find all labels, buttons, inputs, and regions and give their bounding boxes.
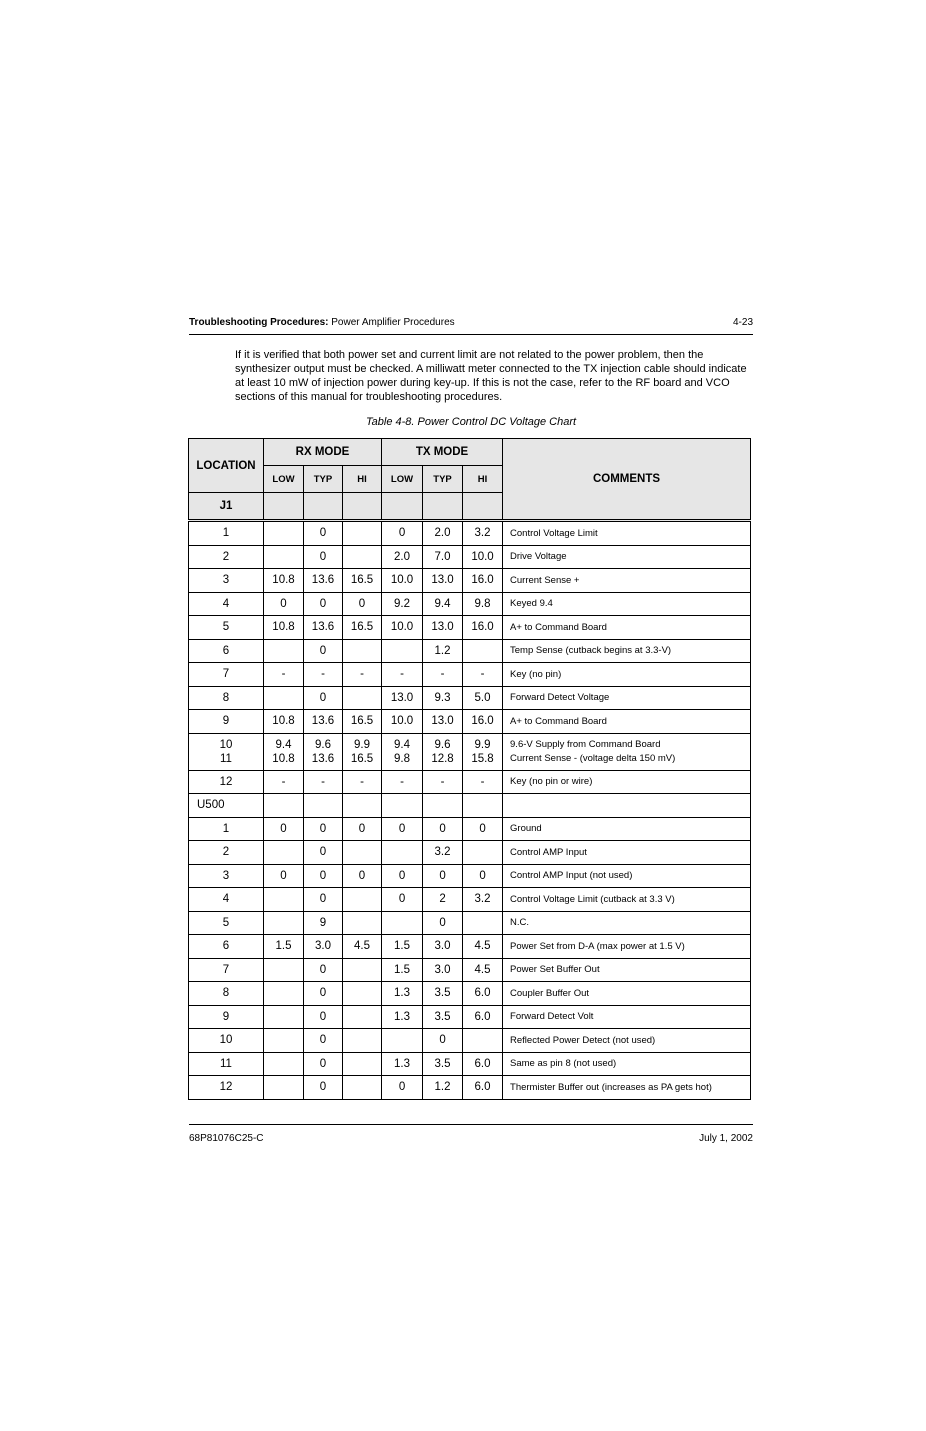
location-cell: 1 xyxy=(189,521,264,546)
rx-hi-cell: 16.5 xyxy=(343,710,382,734)
group-row-u500 xyxy=(189,794,751,818)
value-line: 9.4 xyxy=(275,738,292,751)
location-cell: 10 xyxy=(189,1029,264,1053)
table-caption: Table 4-8. Power Control DC Voltage Chart xyxy=(365,416,577,428)
voltage-chart-table xyxy=(188,438,751,1100)
table-row xyxy=(189,521,751,546)
comment-cell: Reflected Power Detect (not used) xyxy=(503,1029,751,1053)
tx-typ-cell: 3.5 xyxy=(423,1005,463,1029)
rx-typ-cell: 13.6 xyxy=(304,616,343,640)
tx-low-cell xyxy=(382,639,423,663)
tx-typ-cell: 9.3 xyxy=(423,686,463,710)
rx-typ-cell: 0 xyxy=(304,639,343,663)
comment-cell: Control Voltage Limit xyxy=(503,521,751,546)
comment-cell: Thermister Buffer out (increases as PA gets hot) xyxy=(503,1076,751,1100)
location-cell: 3 xyxy=(189,864,264,888)
rx-hi-cell: 16.5 xyxy=(343,616,382,640)
rx-low-cell xyxy=(264,958,304,982)
rx-low-cell: 1.5 xyxy=(264,935,304,959)
comment-cell: Keyed 9.4 xyxy=(503,592,751,616)
table-row xyxy=(189,817,751,841)
rx-hi-cell: 0 xyxy=(343,864,382,888)
comment-cell: Ground xyxy=(503,817,751,841)
rx-low-cell xyxy=(264,1029,304,1053)
table-row-double xyxy=(189,733,751,770)
comment-cell: A+ to Command Board xyxy=(503,710,751,734)
tx-hi-cell xyxy=(463,733,503,770)
empty-cell xyxy=(382,794,423,818)
rx-low-cell xyxy=(264,521,304,546)
rx-hi-cell xyxy=(343,1052,382,1076)
tx-typ-cell: 0 xyxy=(423,817,463,841)
comment-cell: Current Sense + xyxy=(503,569,751,593)
rx-low-cell xyxy=(264,841,304,865)
tx-typ-cell: 9.4 xyxy=(423,592,463,616)
table-row xyxy=(189,935,751,959)
tx-low-header: LOW xyxy=(382,466,423,493)
rx-typ-cell: 0 xyxy=(304,982,343,1006)
rx-low-cell xyxy=(264,982,304,1006)
table-row xyxy=(189,686,751,710)
rx-low-cell: - xyxy=(264,663,304,687)
rx-low-cell: - xyxy=(264,770,304,794)
table-row xyxy=(189,663,751,687)
tx-low-cell: 1.5 xyxy=(382,958,423,982)
tx-typ-cell: 7.0 xyxy=(423,545,463,569)
rx-low-cell xyxy=(264,639,304,663)
location-cell: 2 xyxy=(189,841,264,865)
tx-hi-cell: - xyxy=(463,770,503,794)
empty-cell xyxy=(264,493,304,521)
value-line: 9.6 xyxy=(315,738,331,751)
rx-typ-cell: 13.6 xyxy=(304,710,343,734)
tx-low-cell xyxy=(382,911,423,935)
rx-typ-cell: - xyxy=(304,663,343,687)
value-line: 9.9 xyxy=(354,738,370,751)
empty-cell xyxy=(463,493,503,521)
rx-low-cell: 10.8 xyxy=(264,616,304,640)
table-row xyxy=(189,958,751,982)
empty-cell xyxy=(343,493,382,521)
table-row xyxy=(189,710,751,734)
tx-low-cell: 10.0 xyxy=(382,710,423,734)
tx-low-cell xyxy=(382,733,423,770)
tx-hi-cell: 3.2 xyxy=(463,521,503,546)
tx-low-cell: 13.0 xyxy=(382,686,423,710)
tx-typ-cell: 3.2 xyxy=(423,841,463,865)
rx-low-cell xyxy=(264,686,304,710)
tx-hi-cell: 16.0 xyxy=(463,710,503,734)
location-header: LOCATION xyxy=(189,439,264,493)
rx-hi-cell: - xyxy=(343,663,382,687)
header-section-rest: Power Amplifier Procedures xyxy=(331,317,455,328)
tx-low-cell: 0 xyxy=(382,864,423,888)
rx-typ-cell: 0 xyxy=(304,545,343,569)
empty-cell xyxy=(423,794,463,818)
comment-cell: Forward Detect Volt xyxy=(503,1005,751,1029)
table-row xyxy=(189,592,751,616)
table-row xyxy=(189,841,751,865)
tx-hi-cell: 6.0 xyxy=(463,1005,503,1029)
location-cell: 1 xyxy=(189,817,264,841)
tx-hi-cell: 16.0 xyxy=(463,569,503,593)
rx-typ-cell: 0 xyxy=(304,817,343,841)
comment-cell: Same as pin 8 (not used) xyxy=(503,1052,751,1076)
table-row xyxy=(189,1076,751,1100)
location-cell: 6 xyxy=(189,639,264,663)
tx-low-cell: 1.5 xyxy=(382,935,423,959)
tx-typ-cell: - xyxy=(423,770,463,794)
footer-rule xyxy=(189,1124,753,1125)
location-cell: 6 xyxy=(189,935,264,959)
tx-typ-cell: - xyxy=(423,663,463,687)
rx-typ-cell: 0 xyxy=(304,1052,343,1076)
tx-low-cell: 2.0 xyxy=(382,545,423,569)
location-line: 11 xyxy=(220,752,232,765)
value-line: 13.6 xyxy=(311,752,335,765)
tx-hi-cell: 16.0 xyxy=(463,616,503,640)
rx-hi-cell xyxy=(343,982,382,1006)
location-cell: 11 xyxy=(189,1052,264,1076)
page-number: 4-23 xyxy=(732,317,753,328)
rx-hi-cell xyxy=(343,521,382,546)
tx-typ-cell: 13.0 xyxy=(423,569,463,593)
table-row xyxy=(189,982,751,1006)
rx-hi-cell xyxy=(343,911,382,935)
rx-typ-cell: 0 xyxy=(304,1029,343,1053)
rx-typ-cell: 0 xyxy=(304,1076,343,1100)
rx-low-cell: 0 xyxy=(264,864,304,888)
rx-hi-cell xyxy=(343,1029,382,1053)
rx-low-header: LOW xyxy=(264,466,304,493)
tx-low-cell: - xyxy=(382,770,423,794)
rx-hi-cell: 4.5 xyxy=(343,935,382,959)
value-line: 10.8 xyxy=(272,752,295,765)
tx-mode-header: TX MODE xyxy=(382,439,503,466)
rx-typ-cell: 0 xyxy=(304,888,343,912)
empty-cell xyxy=(304,493,343,521)
comment-cell: Power Set Buffer Out xyxy=(503,958,751,982)
rx-typ-cell: 13.6 xyxy=(304,569,343,593)
tx-hi-cell: 0 xyxy=(463,817,503,841)
rx-hi-cell xyxy=(343,639,382,663)
rx-hi-cell xyxy=(343,686,382,710)
comment-cell: Coupler Buffer Out xyxy=(503,982,751,1006)
empty-cell xyxy=(264,794,304,818)
tx-low-cell xyxy=(382,1029,423,1053)
tx-typ-cell: 2 xyxy=(423,888,463,912)
doc-number: 68P81076C25-C xyxy=(189,1133,264,1144)
header-section-title xyxy=(189,317,455,328)
tx-low-cell: 1.3 xyxy=(382,982,423,1006)
tx-low-cell: 1.3 xyxy=(382,1052,423,1076)
tx-hi-cell: 9.8 xyxy=(463,592,503,616)
tx-typ-cell: 13.0 xyxy=(423,616,463,640)
location-cell: 5 xyxy=(189,616,264,640)
table-row xyxy=(189,770,751,794)
comment-cell: N.C. xyxy=(503,911,751,935)
comment-cell: Control AMP Input (not used) xyxy=(503,864,751,888)
table-row xyxy=(189,1052,751,1076)
rx-hi-cell xyxy=(343,958,382,982)
tx-low-cell: 0 xyxy=(382,888,423,912)
location-cell: 8 xyxy=(189,982,264,1006)
rx-hi-cell xyxy=(343,841,382,865)
table-row xyxy=(189,864,751,888)
tx-hi-cell: 10.0 xyxy=(463,545,503,569)
rx-hi-header: HI xyxy=(343,466,382,493)
rx-typ-cell xyxy=(304,733,343,770)
table-row xyxy=(189,888,751,912)
group-label-u500: U500 xyxy=(189,794,264,818)
rx-low-cell xyxy=(264,1005,304,1029)
value-line: 12.8 xyxy=(431,752,454,765)
location-cell: 9 xyxy=(189,1005,264,1029)
value-line: 9.4 xyxy=(394,738,411,751)
value-line: 9.9 xyxy=(474,738,491,751)
table-row xyxy=(189,1029,751,1053)
rx-hi-cell: 16.5 xyxy=(343,569,382,593)
rx-hi-cell xyxy=(343,545,382,569)
location-cell: 9 xyxy=(189,710,264,734)
tx-typ-cell: 0 xyxy=(423,911,463,935)
comment-line: 9.6-V Supply from Command Board xyxy=(510,738,661,750)
rx-low-cell: 10.8 xyxy=(264,710,304,734)
value-line: 15.8 xyxy=(471,752,494,765)
body-paragraph: If it is verified that both power set and current limit are not related to the power problem, then the synthesizer output must be checked. A milliwatt meter connected to the TX injection cable should indicate at least 10 mW of injection power during key-up. If this is not the case, refer to the RF board and VCO sections of this manual for troubleshooting procedures. xyxy=(235,349,747,403)
tx-hi-cell: 4.5 xyxy=(463,958,503,982)
rx-typ-cell: 0 xyxy=(304,686,343,710)
rx-hi-cell: 0 xyxy=(343,592,382,616)
tx-typ-cell: 3.0 xyxy=(423,958,463,982)
empty-cell xyxy=(304,794,343,818)
value-line: 16.5 xyxy=(350,752,374,765)
tx-hi-cell: 0 xyxy=(463,864,503,888)
location-line: 10 xyxy=(219,738,233,751)
comment-line: Current Sense - (voltage delta 150 mV) xyxy=(510,752,676,764)
table-row xyxy=(189,1005,751,1029)
location-cell: 8 xyxy=(189,686,264,710)
tx-typ-cell xyxy=(423,733,463,770)
tx-hi-cell xyxy=(463,911,503,935)
location-cell: 3 xyxy=(189,569,264,593)
rx-typ-cell: 0 xyxy=(304,521,343,546)
group-label-j1: J1 xyxy=(189,493,264,521)
tx-typ-cell: 0 xyxy=(423,864,463,888)
tx-typ-cell: 3.5 xyxy=(423,982,463,1006)
tx-typ-cell: 0 xyxy=(423,1029,463,1053)
rx-hi-cell xyxy=(343,1005,382,1029)
comment-cell: Control AMP Input xyxy=(503,841,751,865)
tx-low-cell: 9.2 xyxy=(382,592,423,616)
rx-mode-header: RX MODE xyxy=(264,439,382,466)
rx-typ-header: TYP xyxy=(304,466,343,493)
rx-low-cell xyxy=(264,1052,304,1076)
rx-low-cell: 0 xyxy=(264,592,304,616)
rx-typ-cell: 0 xyxy=(304,1005,343,1029)
rx-low-cell: 0 xyxy=(264,817,304,841)
empty-cell xyxy=(423,493,463,521)
tx-typ-header: TYP xyxy=(423,466,463,493)
rx-low-cell: 10.8 xyxy=(264,569,304,593)
comment-cell: Key (no pin) xyxy=(503,663,751,687)
page-header xyxy=(189,317,753,335)
comment-cell: Forward Detect Voltage xyxy=(503,686,751,710)
location-cell xyxy=(189,733,264,770)
table-row xyxy=(189,639,751,663)
value-line: 9.6 xyxy=(434,738,451,751)
tx-hi-cell: 5.0 xyxy=(463,686,503,710)
table-row xyxy=(189,569,751,593)
comment-cell: Temp Sense (cutback begins at 3.3-V) xyxy=(503,639,751,663)
table-row xyxy=(189,545,751,569)
tx-typ-cell: 13.0 xyxy=(423,710,463,734)
tx-hi-cell: 6.0 xyxy=(463,982,503,1006)
header-rule xyxy=(189,334,753,335)
rx-typ-cell: 3.0 xyxy=(304,935,343,959)
comment-cell: A+ to Command Board xyxy=(503,616,751,640)
rx-low-cell xyxy=(264,1076,304,1100)
tx-low-cell: 10.0 xyxy=(382,616,423,640)
location-cell: 4 xyxy=(189,888,264,912)
rx-typ-cell: 0 xyxy=(304,958,343,982)
tx-hi-header: HI xyxy=(463,466,503,493)
tx-low-cell xyxy=(382,841,423,865)
comment-cell: Control Voltage Limit (cutback at 3.3 V) xyxy=(503,888,751,912)
location-cell: 7 xyxy=(189,958,264,982)
footer-date: July 1, 2002 xyxy=(699,1133,753,1144)
rx-hi-cell xyxy=(343,888,382,912)
tx-hi-cell: 3.2 xyxy=(463,888,503,912)
rx-typ-cell: 0 xyxy=(304,841,343,865)
tx-typ-cell: 1.2 xyxy=(423,1076,463,1100)
empty-cell xyxy=(382,493,423,521)
rx-typ-cell: 0 xyxy=(304,592,343,616)
location-cell: 4 xyxy=(189,592,264,616)
rx-hi-cell: - xyxy=(343,770,382,794)
tx-typ-cell: 1.2 xyxy=(423,639,463,663)
empty-cell xyxy=(503,794,751,818)
rx-typ-cell: 0 xyxy=(304,864,343,888)
rx-typ-cell: - xyxy=(304,770,343,794)
comment-cell: Power Set from D-A (max power at 1.5 V) xyxy=(503,935,751,959)
tx-hi-cell xyxy=(463,639,503,663)
comment-cell: Drive Voltage xyxy=(503,545,751,569)
table-row xyxy=(189,911,751,935)
comment-cell: Key (no pin or wire) xyxy=(503,770,751,794)
rx-typ-cell: 9 xyxy=(304,911,343,935)
header-section-bold: Troubleshooting Procedures: xyxy=(189,317,329,328)
tx-typ-cell: 2.0 xyxy=(423,521,463,546)
location-cell: 12 xyxy=(189,1076,264,1100)
tx-hi-cell xyxy=(463,1029,503,1053)
location-cell: 5 xyxy=(189,911,264,935)
rx-hi-cell xyxy=(343,733,382,770)
empty-cell xyxy=(343,794,382,818)
value-line: 9.8 xyxy=(394,752,411,765)
tx-hi-cell: 6.0 xyxy=(463,1052,503,1076)
empty-cell xyxy=(463,794,503,818)
tx-low-cell: 10.0 xyxy=(382,569,423,593)
location-cell: 12 xyxy=(189,770,264,794)
tx-low-cell: - xyxy=(382,663,423,687)
tx-low-cell: 0 xyxy=(382,521,423,546)
rx-hi-cell xyxy=(343,1076,382,1100)
tx-hi-cell xyxy=(463,841,503,865)
tx-low-cell: 0 xyxy=(382,817,423,841)
tx-hi-cell: 4.5 xyxy=(463,935,503,959)
rx-low-cell xyxy=(264,888,304,912)
rx-low-cell xyxy=(264,733,304,770)
comments-header: COMMENTS xyxy=(503,439,751,521)
tx-low-cell: 0 xyxy=(382,1076,423,1100)
location-cell: 7 xyxy=(189,663,264,687)
rx-hi-cell: 0 xyxy=(343,817,382,841)
table-row xyxy=(189,616,751,640)
rx-low-cell xyxy=(264,911,304,935)
tx-hi-cell: - xyxy=(463,663,503,687)
tx-typ-cell: 3.5 xyxy=(423,1052,463,1076)
comment-cell xyxy=(503,733,751,770)
location-cell: 2 xyxy=(189,545,264,569)
tx-typ-cell: 3.0 xyxy=(423,935,463,959)
rx-low-cell xyxy=(264,545,304,569)
tx-low-cell: 1.3 xyxy=(382,1005,423,1029)
table-body xyxy=(189,521,751,1100)
tx-hi-cell: 6.0 xyxy=(463,1076,503,1100)
